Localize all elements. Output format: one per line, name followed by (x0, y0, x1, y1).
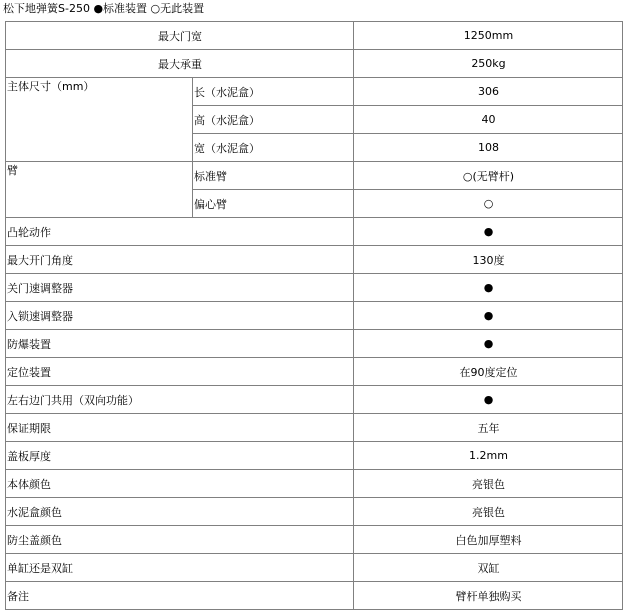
row-value: ● (354, 274, 623, 302)
row-value: 306 (354, 78, 623, 106)
row-value: 臂杆单独购买 (354, 582, 623, 610)
row-value: 108 (354, 134, 623, 162)
row-value: ○(无臂杆) (354, 162, 623, 190)
row-label: 左右边门共用（双向功能） (6, 386, 354, 414)
row-value: 五年 (354, 414, 623, 442)
table-row (6, 442, 623, 470)
row-label: 定位装置 (6, 358, 354, 386)
table-row (6, 330, 623, 358)
sub-label: 长（水泥盒） (193, 78, 354, 106)
sub-label: 宽（水泥盒） (193, 134, 354, 162)
table-caption: 松下地弹簧S-250 ●标准装置 ○无此装置 (3, 2, 205, 15)
table-row (6, 246, 623, 274)
table-row (6, 50, 623, 78)
row-value: 亮银色 (354, 470, 623, 498)
table-row (6, 414, 623, 442)
row-label: 最大门宽 (6, 22, 354, 50)
row-label: 防尘盖颜色 (6, 526, 354, 554)
row-value: 130度 (354, 246, 623, 274)
row-value: 250kg (354, 50, 623, 78)
table-row (6, 526, 623, 554)
table-row (6, 470, 623, 498)
row-value: ○ (354, 190, 623, 218)
row-label: 本体颜色 (6, 470, 354, 498)
row-value: 亮银色 (354, 498, 623, 526)
row-label: 最大承重 (6, 50, 354, 78)
row-label: 入锁速调整器 (6, 302, 354, 330)
row-value: 1250mm (354, 22, 623, 50)
sub-label: 高（水泥盒） (193, 106, 354, 134)
spec-table (5, 21, 623, 610)
table-row (6, 22, 623, 50)
table-row (6, 274, 623, 302)
table-row (6, 302, 623, 330)
table-row (6, 498, 623, 526)
row-label: 盖板厚度 (6, 442, 354, 470)
group-label: 臂 (6, 162, 193, 218)
row-value: 白色加厚塑料 (354, 526, 623, 554)
row-label: 凸轮动作 (6, 218, 354, 246)
row-label: 水泥盒颜色 (6, 498, 354, 526)
row-label: 关门速调整器 (6, 274, 354, 302)
table-row (6, 554, 623, 582)
row-value: ● (354, 386, 623, 414)
row-label: 保证期限 (6, 414, 354, 442)
row-label: 单缸还是双缸 (6, 554, 354, 582)
row-value: ● (354, 302, 623, 330)
sub-label: 偏心臂 (193, 190, 354, 218)
row-label: 防爆装置 (6, 330, 354, 358)
sub-label: 标准臂 (193, 162, 354, 190)
row-value: 40 (354, 106, 623, 134)
table-row (6, 162, 623, 190)
row-value: 1.2mm (354, 442, 623, 470)
row-value: 在90度定位 (354, 358, 623, 386)
table-row (6, 358, 623, 386)
row-label: 最大开门角度 (6, 246, 354, 274)
table-row (6, 218, 623, 246)
table-row (6, 78, 623, 106)
table-row (6, 386, 623, 414)
row-value: ● (354, 218, 623, 246)
row-label: 备注 (6, 582, 354, 610)
table-row (6, 582, 623, 610)
row-value: 双缸 (354, 554, 623, 582)
group-label: 主体尺寸（mm） (6, 78, 193, 162)
row-value: ● (354, 330, 623, 358)
